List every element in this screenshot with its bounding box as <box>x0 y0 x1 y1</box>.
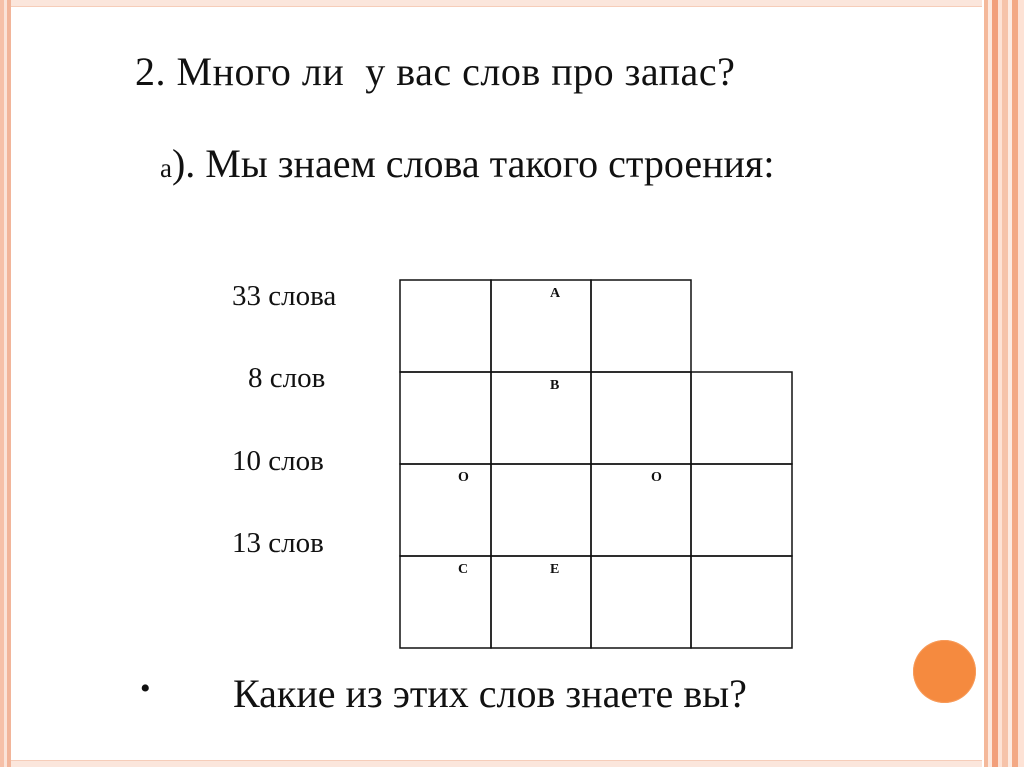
grid-cell <box>691 464 792 556</box>
grid-letter-r4c2: Е <box>550 562 560 577</box>
bullet-marker: • <box>140 672 151 705</box>
grid-cell <box>691 372 792 464</box>
slide-title: 2. Много ли у вас слов про запас? <box>135 49 736 94</box>
grid-cell <box>400 464 491 556</box>
grid-cell <box>491 372 591 464</box>
subtitle-prefix: а <box>160 153 172 183</box>
orange-circle-decoration <box>913 640 976 703</box>
grid-letter-r3c3: О <box>651 470 662 485</box>
grid-cell <box>591 280 691 372</box>
grid-cell <box>400 372 491 464</box>
grid-cell <box>400 556 491 648</box>
grid-cell <box>491 280 591 372</box>
grid-cell <box>491 556 591 648</box>
grid-cell <box>400 280 491 372</box>
grid-letter-r4c1: С <box>458 562 469 577</box>
subtitle-text: ). Мы знаем слова такого строения: <box>171 141 775 186</box>
grid-cell <box>591 372 691 464</box>
word-count-4: 13 слов <box>232 527 324 559</box>
word-count-1: 33 слова <box>232 280 337 312</box>
grid-cell <box>491 464 591 556</box>
grid-letter-r3c1: О <box>458 470 469 485</box>
word-count-3: 10 слов <box>232 445 324 477</box>
grid-letter-r1c2: А <box>550 286 561 301</box>
grid-cell <box>591 464 691 556</box>
question-text: Какие из этих слов знаете вы? <box>233 671 747 716</box>
grid-cell <box>691 556 792 648</box>
word-count-2: 8 слов <box>248 362 326 394</box>
grid-letter-r2c2: В <box>550 378 560 393</box>
grid-cell <box>591 556 691 648</box>
